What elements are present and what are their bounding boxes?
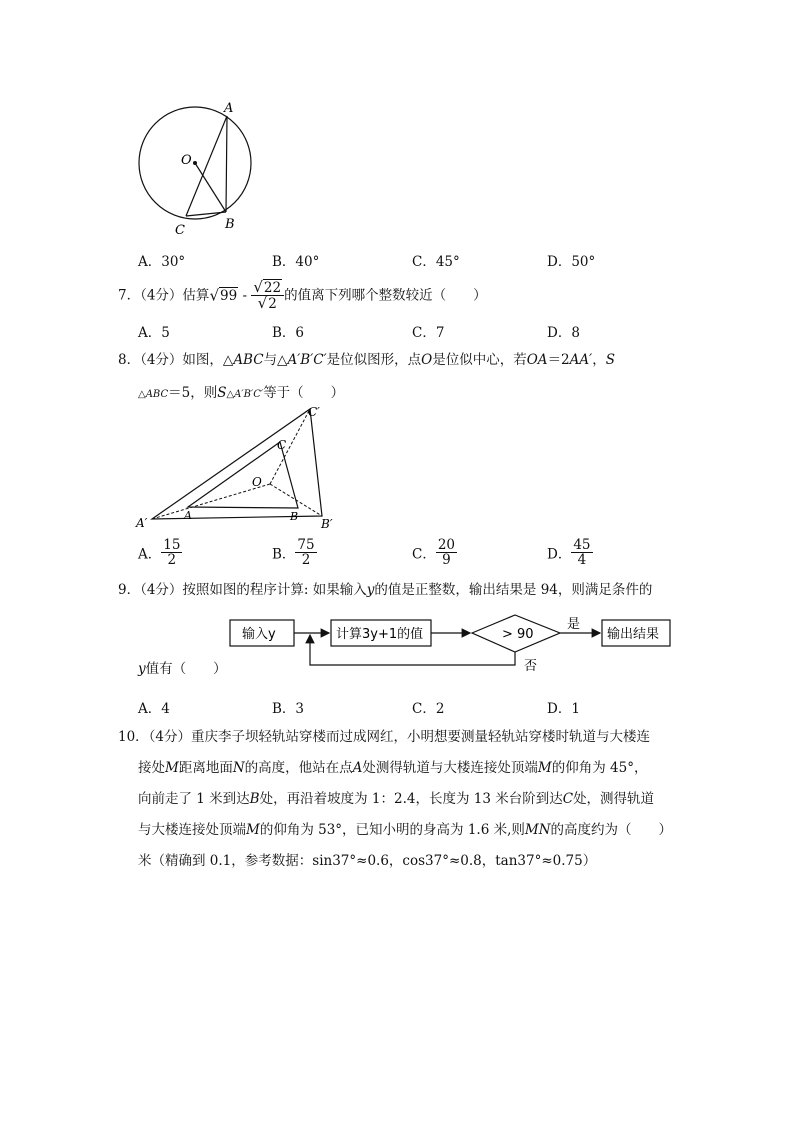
q8-text: 是位似中心，若 (432, 352, 527, 368)
denominator: 2 (301, 552, 311, 568)
q10-text: 的仰角为 53°，已知小明的身高为 1.6 米,则 (259, 822, 525, 838)
option-c[interactable]: C．2 (412, 701, 445, 717)
question-9-line1 (118, 583, 652, 597)
no-label: 否 (524, 659, 538, 672)
option-c[interactable]: C．45° (412, 254, 460, 270)
q8-sub-abc: △ABC (138, 389, 169, 400)
label-a: A (224, 101, 234, 116)
sqrt-icon: √ (209, 286, 219, 305)
q10-text: 的仰角为 45°， (551, 760, 648, 776)
question-10-line4 (138, 823, 672, 837)
q10-text: 距离地面 (178, 760, 233, 776)
option-d[interactable]: D．8 (547, 325, 580, 341)
denominator: 9 (442, 552, 451, 568)
q8-abc: ABC (233, 352, 264, 368)
denominator: 4 (577, 552, 587, 568)
label-c: C (175, 223, 185, 238)
q10-m: M (246, 822, 260, 838)
center-point (193, 161, 197, 165)
label-o: O (252, 475, 262, 489)
q8-oa: OA (526, 352, 548, 368)
sqrt-icon: √ (253, 278, 263, 296)
q8-s: S (605, 352, 615, 368)
segment-ob (195, 163, 226, 212)
q7-fraction (251, 280, 284, 311)
q9-text: 值有（ ） (145, 661, 227, 677)
label-b: B (290, 510, 299, 523)
option-a[interactable]: A．4 (138, 701, 170, 717)
q8-o: O (421, 352, 433, 368)
homothety-figure (130, 404, 345, 532)
compute-label: 计算3y+1的值 (336, 627, 424, 642)
question-10-line5 (138, 854, 596, 868)
q8-text: 是位似图形，点 (326, 352, 422, 368)
option-c[interactable] (412, 538, 457, 567)
question-10-line1 (118, 730, 650, 744)
q10-mn: MN (524, 822, 551, 838)
q10-text: 的高度约为（ ） (550, 822, 673, 838)
q10-text: 接处 (138, 760, 165, 776)
option-b[interactable] (272, 538, 317, 567)
q10-b: B (249, 791, 260, 807)
question-8-line1 (118, 353, 615, 367)
q8-text: ＝2 (547, 352, 570, 368)
q8-sub-a1b1c1: △A′B′C′ (226, 389, 264, 400)
chord-ac (186, 116, 227, 216)
q8-text: 8．（4分）如图，△ (118, 352, 234, 368)
circle-figure (130, 98, 265, 238)
option-letter: C． (412, 546, 436, 563)
q10-c: C (562, 791, 574, 807)
numerator: 15 (163, 537, 181, 553)
yes-label: 是 (567, 617, 581, 632)
sqrt-icon: √ (257, 294, 268, 312)
flowchart (225, 610, 685, 672)
q10-text: 的高度，他站在点 (244, 760, 353, 776)
option-a[interactable]: A．5 (138, 325, 170, 341)
q7-num: 22 (263, 280, 282, 296)
q10-text: 10．（4分）重庆李子坝轻轨站穿楼而过成网红，小明想要测量轻轨站穿楼时轨道与大楼连 (118, 729, 651, 745)
option-d[interactable]: D．1 (547, 701, 580, 717)
q10-text: 处测得轨道与大楼连接处顶端 (362, 760, 538, 776)
q7-prefix: 7．（4分）估算 (118, 287, 210, 304)
question-10-line2 (138, 761, 647, 775)
label-b: B (225, 217, 235, 232)
q10-m: M (165, 760, 179, 776)
condition-label: > 90 (502, 627, 534, 642)
numerator: 20 (437, 537, 456, 553)
q8-text: 等于（ ） (263, 385, 345, 401)
q10-text: 向前走了 1 米到达 (138, 791, 250, 807)
option-b[interactable]: B．6 (272, 325, 305, 341)
ray-oc (270, 409, 310, 484)
q7-den: 2 (268, 296, 277, 312)
numerator: 45 (573, 537, 591, 553)
q8-a1b1c1: A′B′C′ (287, 352, 327, 368)
option-b[interactable]: B．3 (272, 701, 305, 717)
q8-text: ， (592, 352, 606, 368)
label-c1: C′ (308, 405, 320, 419)
chord-cb (186, 212, 226, 216)
q8-s: S (217, 385, 227, 401)
q9-text: 的值是正整数，输出结果是 94，则满足条件的 (374, 582, 653, 598)
q9-y: y (138, 661, 146, 677)
input-label: 输入y (242, 627, 276, 642)
option-d[interactable]: D．50° (547, 254, 596, 270)
q9-y: y (366, 582, 375, 598)
chord-ab (226, 116, 227, 212)
q8-text: 与△ (263, 352, 288, 368)
q10-text: 处，再沿着坡度为 1：2.4，长度为 13 米台阶到达 (259, 791, 563, 807)
question-7 (118, 280, 487, 311)
label-b1: B′ (321, 517, 333, 531)
question-9-line2 (138, 662, 227, 676)
q10-a: A (352, 760, 363, 776)
label-o: O (181, 153, 192, 168)
q10-n: N (232, 760, 245, 776)
option-d[interactable] (547, 538, 593, 567)
label-c: C (277, 438, 287, 452)
q10-text: 与大楼连接处顶端 (138, 822, 246, 838)
option-letter: D． (547, 546, 572, 563)
q10-text: 米（精确到 0.1，参考数据：sin37°≈0.6，cos37°≈0.8，tan37°≈0.75） (138, 853, 597, 869)
question-10-line3 (138, 792, 654, 806)
option-letter: B． (272, 546, 296, 563)
q10-m: M (537, 760, 552, 776)
question-8-line2 (138, 386, 344, 402)
q7-sqrt99: 99 (220, 287, 238, 304)
label-a: A (184, 509, 192, 522)
label-a1: A′ (136, 516, 148, 530)
denominator: 2 (167, 552, 177, 568)
option-a[interactable]: A．30° (138, 254, 186, 270)
q7-minus: - (238, 287, 252, 304)
option-b[interactable]: B．40° (272, 254, 320, 270)
q7-rest: 的值离下列哪个整数较近（ ） (284, 287, 487, 304)
q8-text: ＝5，则 (168, 385, 218, 401)
output-label: 输出结果 (607, 627, 660, 642)
option-letter: A． (138, 546, 162, 563)
option-a[interactable] (138, 538, 182, 567)
numerator: 75 (297, 537, 315, 553)
q9-text: 9．（4分）按照如图的程序计算: 如果输入 (118, 582, 367, 598)
option-c[interactable]: C．7 (412, 325, 445, 341)
q8-aa: AA′ (569, 352, 593, 368)
ray-oa (152, 484, 270, 519)
q10-text: 处，测得轨道 (573, 791, 655, 807)
